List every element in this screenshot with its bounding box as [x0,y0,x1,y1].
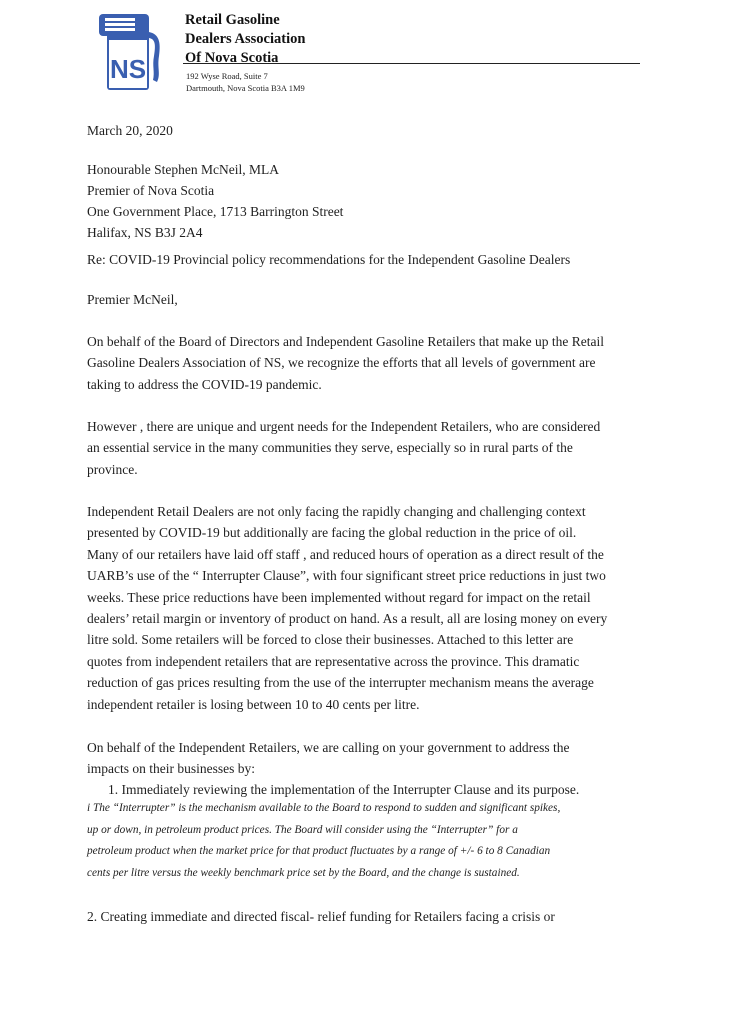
letter-date: March 20, 2020 [87,123,173,138]
paragraph-line: Gasoline Dealers Association of NS, we recognize the efforts that all levels of government are [87,355,596,371]
paragraph-line: On behalf of the Independent Retailers, we are calling on your government to address the [87,740,570,755]
paragraph-line: an essential service in the many communities they serve, especially so in rural parts of the [87,440,573,456]
paragraph-line: On behalf of the Board of Directors and Independent Gasoline Retailers that make up the Retail [87,334,604,349]
paragraph-line: presented by COVID-19 but additionally are facing the global reduction in the price of oil. [87,525,577,541]
paragraph-line: Independent Retail Dealers are not only facing the rapidly changing and challenging context [87,504,586,519]
recommendation-item-2: 2. Creating immediate and directed fiscal- relief funding for Retailers facing a crisis or [87,909,555,924]
paragraph-line: taking to address the COVID-19 pandemic. [87,376,322,392]
paragraph-line: impacts on their businesses by: [87,761,255,777]
organization-name [185,11,305,68]
address-line: Dartmouth, Nova Scotia B3A 1M9 [186,82,305,93]
paragraph-line: UARB’s use of the “ Interrupter Clause”, with four significant street price reductions in just two [87,568,606,584]
address-line: 192 Wyse Road, Suite 7 [186,71,268,81]
paragraph-line: province. [87,461,138,477]
subject-line: Re: COVID-19 Provincial policy recommendations for the Independent Gasoline Dealers [87,252,571,267]
recommendation-item-1: 1. Immediately reviewing the implementation of the Interrupter Clause and its purpose. [108,782,580,797]
association-logo [95,12,167,92]
recipient-line: One Government Place, 1713 Barrington Street [87,204,344,219]
paragraph-line: dealers’ retail margin or inventory of product on hand. As a result, all are losing money on every [87,611,608,627]
paragraph-line: However , there are unique and urgent needs for the Independent Retailers, who are considered [87,419,601,434]
note-line: cents per litre versus the weekly benchmark price set by the Board, and the change is sustained. [87,866,520,879]
paragraph-line: litre sold. Some retailers will be forced to close their businesses. Attached to this letter are [87,632,574,648]
paragraph-line: reduction of gas prices resulting from the use of the interrupter mechanism means the average [87,675,594,691]
note-line: up or down, in petroleum product prices. The Board will consider using the “Interrupter” for a [87,823,518,836]
body-paragraph-1 [87,331,652,395]
interrupter-note [87,798,657,884]
body-paragraph-2 [87,416,652,480]
salutation: Premier McNeil, [87,292,178,307]
recipient-address [87,159,343,243]
note-line: i The “Interrupter” is the mechanism available to the Board to respond to sudden and significant spikes, [87,802,561,814]
paragraph-line: weeks. These price reductions have been implemented without regard for impact on the retail [87,589,591,605]
org-name-line: Retail Gasoline [185,12,280,28]
organization-address [186,71,305,94]
paragraph-line: Many of our retailers have laid off staff , and reduced hours of operation as a direct result of the [87,546,604,562]
paragraph-line: quotes from independent retailers that are representative across the province. This dramatic [87,653,580,669]
letterhead-rule [183,63,640,64]
org-name-line: Of Nova Scotia [185,50,279,66]
org-name-line: Dealers Association [185,31,306,47]
logo-text: NS [109,54,147,84]
recipient-line: Honourable Stephen McNeil, MLA [87,162,279,177]
note-line: petroleum product when the market price for that product fluctuates by a range of +/- 6 to 8 Canadian [87,845,551,857]
recipient-line: Premier of Nova Scotia [87,183,215,198]
paragraph-line: independent retailer is losing between 10 to 40 cents per litre. [87,696,420,712]
body-paragraph-3 [87,501,652,715]
body-paragraph-4 [87,737,652,780]
recipient-line: Halifax, NS B3J 2A4 [87,225,203,240]
